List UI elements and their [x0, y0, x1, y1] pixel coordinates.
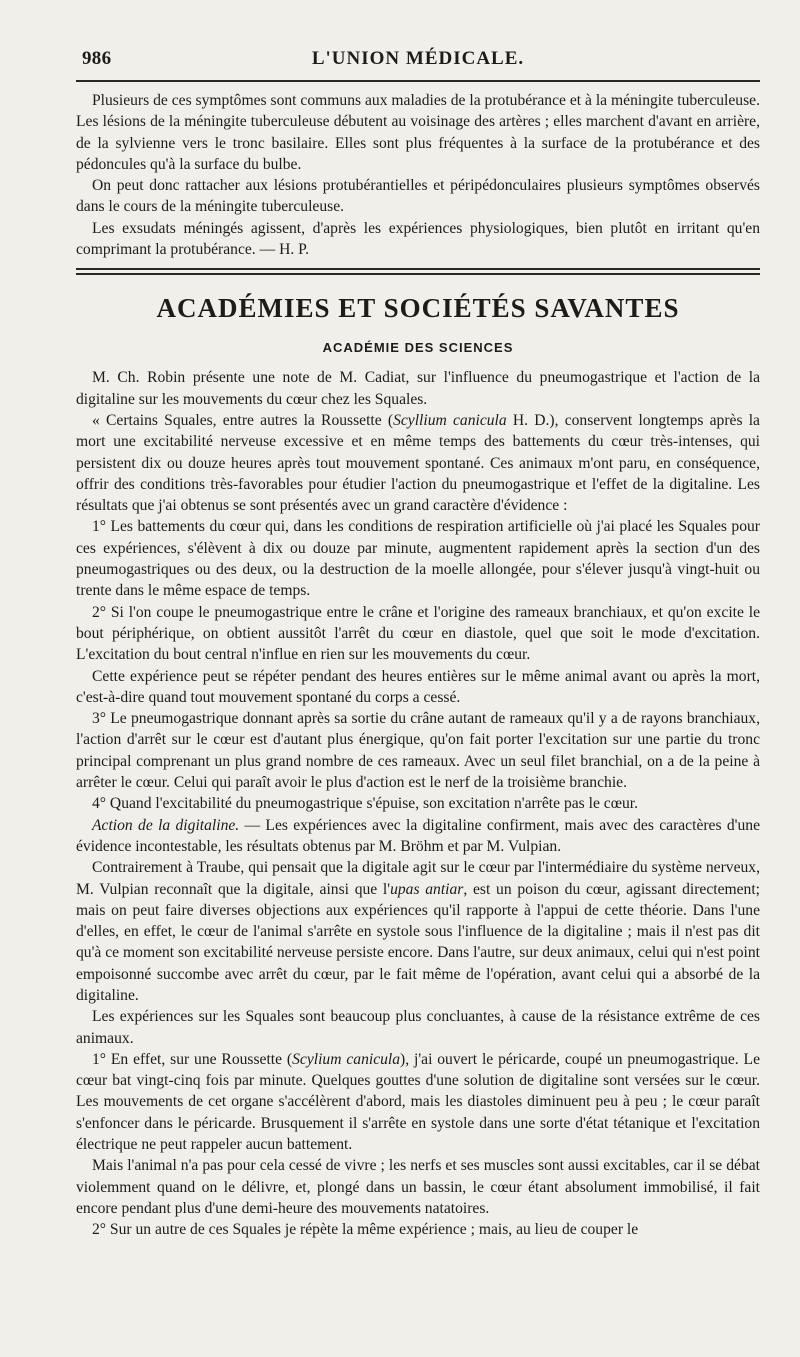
body-text: 1° En effet, sur une Roussette (: [92, 1050, 293, 1068]
body-paragraph: Cette expérience peut se répéter pendant des heures entières sur le même animal avant ou après la mort, c'est-à-dire quand tout mouvement spontané du corps a cessé.: [76, 667, 760, 706]
body-text: H. D.), conservent longtemps après la mort une excitabilité nerveuse excessive et en même temps des battements du cœur très-intenses, qui persistent dix ou douze heures après tout mouvement spontané. Ces animaux m'ont paru, en conséquence, offrir des conditions très-favorables pour étudier l'action du pneumogastrique et l'effet de la digitaline. Les résultats que j'ai obtenus se sont présentés avec un grand caractère d'évidence :: [76, 411, 760, 515]
intro-paragraph: On peut donc rattacher aux lésions protubérantielles et péripédonculaires plusieurs symptômes observés dans le cours de la méningite tuberculeuse.: [76, 177, 760, 216]
body-text: — Les expériences avec la digitaline confirment, mais avec des caractères d'une évidence incontestable, les résultats obtenus par M. Bröhm et par M. Vulpian.: [76, 816, 760, 855]
subsection-title: ACADÉMIE DES SCIENCES: [322, 340, 514, 356]
species-name: Scyllium canicula: [393, 411, 507, 429]
body-paragraph: 2° Si l'on coupe le pneumogastrique entre le crâne et l'origine des rameaux branchiaux, et qu'on excite le bout périphérique, on obtient aussitôt l'arrêt du cœur en diastole, quel que soit le mode d'excitation. L'excitation du bout central n'influe en rien sur les mouvements du cœur.: [76, 603, 760, 664]
intro-paragraph: Les exsudats méningés agissent, d'après les expériences physiologiques, bien plutôt en irritant qu'en comprimant la protubérance. — H. P.: [76, 219, 760, 259]
body-text: ), j'ai ouvert le péricarde, coupé un pneumogastrique. Le cœur bat vingt-cinq fois par minute. Quelques gouttes d'une solution de digitaline sont versées sur le cœur. Les mouvements de cet organe s'accélèrent d'abord, mais les diastoles diminuent peu à peu ; le cœur paraît s'enfoncer dans le péricarde. Brusquement il s'arrête en systole dans une sorte d'état tétanique et l'excitation électrique ne peut rappeler aucun battement.: [76, 1050, 760, 1154]
body-text: Contrairement à Traube, qui pensait que la digitale agit sur le cœur par l'intermédiaire du système nerveux, M. Vulpian reconnaît que la digitale, ainsi que l': [76, 859, 760, 898]
body-paragraph: [76, 857, 760, 1006]
body-text: , est un poison du cœur, agissant directement; mais on peut faire diverses objections aux expériences qu'il rapporte à l'appui de cette théorie. Dans l'une d'elles, en effet, le cœur de l'animal s'arrête en systole sous l'influence de la digitaline ; mais il n'est pas dit qu'à ce moment son excitabilité nerveuse persiste encore. Dans l'autre, sur deux animaux, celui qui n'est point empoisonné succombe avec arrêt du cœur, par le fait même de l'opération, avant celui qui a absorbé de la digitaline.: [76, 880, 761, 1004]
page-content: [76, 40, 760, 1241]
journal-title: L'UNION MÉDICALE.: [311, 48, 525, 69]
poison-name: upas antiar: [390, 880, 464, 898]
header-rule: [76, 80, 760, 82]
intro-paragraph: Plusieurs de ces symptômes sont communs aux maladies de la protubérance et à la méningite tuberculeuse. Les lésions de la méningite tuberculeuse débutent au voisinage des artères ; elles marchent d'avant en arrière, de la sylvienne vers le tronc basilaire. Elles sont plus fréquentes à la surface de la protubérance et des pédoncules qu'à la surface du bulbe.: [76, 92, 760, 173]
section-divider: [76, 268, 760, 275]
body-paragraph: 1° Les battements du cœur qui, dans les conditions de respiration artificielle où j'ai placé les Squales pour ces expériences, s'élèvent à dix ou douze par minute, augmentent rapidement après la section d'un des pneumogastriques ou des deux, ou la destruction de la moelle allongée, pour s'élever jusqu'à vingt-huit ou trente dans le même espace de temps.: [76, 518, 760, 600]
body-paragraph: M. Ch. Robin présente une note de M. Cadiat, sur l'influence du pneumogastrique et l'action de la digitaline sur les mouvements du cœur chez les Squales.: [76, 369, 760, 408]
page-number: 986: [82, 48, 112, 69]
run-in-heading: Action de la digitaline.: [92, 816, 240, 834]
body-paragraph: 3° Le pneumogastrique donnant après sa sortie du crâne autant de rameaux qu'il y a de rayons branchiaux, l'action d'arrêt sur le cœur est d'autant plus énergique, qu'on fait porter l'excitation sur une partie du tronc principal comprenant un plus grand nombre de ces rameaux. Avec un seul filet branchial, on a de la peine à arrêter le cœur. Celui qui paraît avoir le plus d'action est le nerf de la troisième branchie.: [76, 710, 760, 792]
body-paragraph: [76, 1049, 760, 1155]
body-paragraph: [76, 410, 760, 516]
running-head: [76, 40, 760, 80]
body-text: « Certains Squales, entre autres la Roussette (: [92, 411, 394, 429]
species-name: Scylium canicula: [292, 1050, 401, 1068]
body-paragraph: 2° Sur un autre de ces Squales je répète la même expérience ; mais, au lieu de couper le: [92, 1221, 639, 1239]
body-paragraph: Mais l'animal n'a pas pour cela cessé de vivre ; les nerfs et ses muscles sont aussi excitables, car il se débat violemment quand on le délivre, et, plongé dans un bassin, le cœur étant absolument immobilisé, il fait encore pendant plus d'une demi-heure des mouvements natatoires.: [76, 1157, 760, 1217]
body-paragraph: Les expériences sur les Squales sont beaucoup plus concluantes, à cause de la résistance extrême de ces animaux.: [76, 1008, 760, 1047]
body-paragraph: 4° Quand l'excitabilité du pneumogastrique s'épuise, son excitation n'arrête pas le cœur.: [92, 795, 638, 813]
section-title: ACADÉMIES ET SOCIÉTÉS SAVANTES: [156, 293, 680, 324]
body-paragraph: [76, 815, 760, 858]
